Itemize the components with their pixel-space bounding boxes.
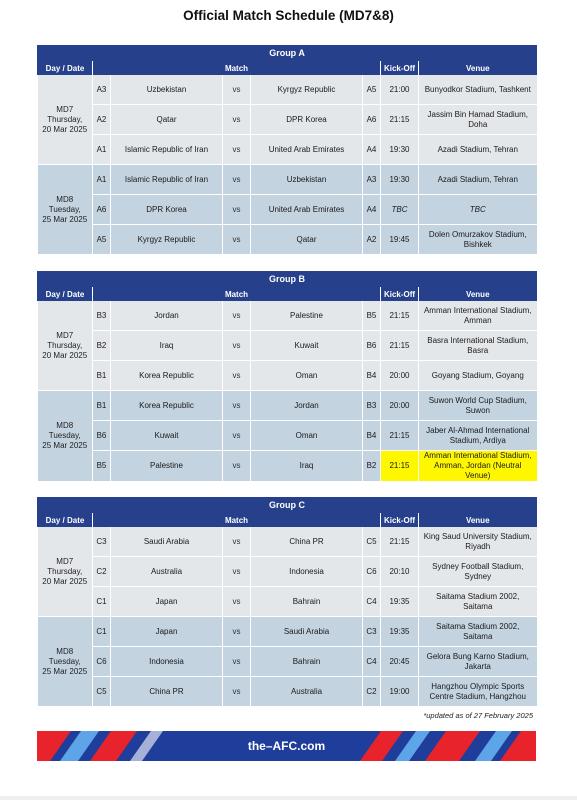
md7-date-line: Thursday, <box>47 566 83 576</box>
md7-date-line: MD7 <box>56 330 74 340</box>
away-team: Oman <box>251 421 363 451</box>
kickoff-header: Kick-Off <box>381 513 419 528</box>
vs-label: vs <box>223 75 251 105</box>
away-code: C5 <box>363 527 381 557</box>
match-row <box>38 677 537 707</box>
header-row <box>38 61 537 76</box>
md8-date-line: MD8 <box>56 421 74 430</box>
venue-name: TBC <box>419 195 537 225</box>
home-team: Indonesia <box>111 647 223 677</box>
kickoff-time: 20:00 <box>381 361 419 391</box>
vs-label: vs <box>223 587 251 617</box>
away-code: C4 <box>363 587 381 617</box>
venue-name: Amman International Stadium, Amman <box>419 301 537 331</box>
away-code: C2 <box>363 677 381 707</box>
group-title-row <box>38 498 537 513</box>
home-team: Kyrgyz Republic <box>111 225 223 255</box>
vs-label: vs <box>223 361 251 391</box>
footer-site-link[interactable]: the–AFC.com <box>247 739 326 753</box>
kickoff-time: 21:15 <box>381 421 419 451</box>
venue-name: King Saud University Stadium, Riyadh <box>419 527 537 557</box>
match-row <box>38 195 537 225</box>
md8-date-line: 25 Mar 2025 <box>42 214 88 224</box>
md7-date-line: MD7 <box>56 556 74 566</box>
home-code: C5 <box>93 677 111 707</box>
kickoff-time: 19:00 <box>381 677 419 707</box>
vs-label: vs <box>223 451 251 482</box>
venue-name: Saitama Stadium 2002, Saitama <box>419 617 537 647</box>
away-code: B3 <box>363 391 381 421</box>
home-code: C2 <box>93 557 111 587</box>
home-team: Korea Republic <box>111 361 223 391</box>
home-code: A1 <box>93 135 111 165</box>
match-row <box>38 331 537 361</box>
away-team: Australia <box>251 677 363 707</box>
kickoff-time: 21:15 <box>381 331 419 361</box>
home-code: C6 <box>93 647 111 677</box>
venue-name: Hangzhou Olympic Sports Centre Stadium, Hangzhou <box>419 677 537 707</box>
match-row <box>38 165 537 195</box>
venue-name: Goyang Stadium, Goyang <box>419 361 537 391</box>
venue-name: Jassim Bin Hamad Stadium, Doha <box>419 105 537 135</box>
footer-banner[interactable] <box>37 731 536 761</box>
md8-date-line: 25 Mar 2025 <box>42 666 88 676</box>
md7-day-cell <box>38 301 93 391</box>
home-team: Uzbekistan <box>111 75 223 105</box>
vs-label: vs <box>223 677 251 707</box>
md7-date-line: Thursday, <box>47 340 83 350</box>
day-date-header: Day / Date <box>38 513 93 528</box>
group-title: Group A <box>38 46 537 61</box>
home-team: Iraq <box>111 331 223 361</box>
venue-name: Suwon World Cup Stadium, Suwon <box>419 391 537 421</box>
schedule-table <box>37 497 537 707</box>
match-row <box>38 135 537 165</box>
home-team: Australia <box>111 557 223 587</box>
group-title-row <box>38 272 537 287</box>
venue-header: Venue <box>419 61 537 76</box>
away-code: A4 <box>363 195 381 225</box>
away-team: China PR <box>251 527 363 557</box>
group-c-table <box>37 497 536 707</box>
venue-name: Azadi Stadium, Tehran <box>419 165 537 195</box>
home-code: A6 <box>93 195 111 225</box>
vs-label: vs <box>223 135 251 165</box>
vs-label: vs <box>223 647 251 677</box>
home-team: Islamic Republic of Iran <box>111 135 223 165</box>
kickoff-header: Kick-Off <box>381 61 419 76</box>
away-code: C4 <box>363 647 381 677</box>
md8-date-line: 25 Mar 2025 <box>42 441 88 450</box>
bottom-bar <box>0 796 577 800</box>
home-team: Japan <box>111 617 223 647</box>
group-title: Group B <box>38 272 537 287</box>
kickoff-time: TBC <box>381 195 419 225</box>
md7-date-line: Thursday, <box>47 114 83 124</box>
home-team: Korea Republic <box>111 391 223 421</box>
vs-label: vs <box>223 331 251 361</box>
md7-date-line: 20 Mar 2025 <box>42 576 88 586</box>
kickoff-time: 19:35 <box>381 617 419 647</box>
vs-label: vs <box>223 225 251 255</box>
vs-label: vs <box>223 421 251 451</box>
home-team: Saudi Arabia <box>111 527 223 557</box>
kickoff-time: 21:15 <box>381 105 419 135</box>
match-row <box>38 225 537 255</box>
home-code: B5 <box>93 451 111 482</box>
home-team: Jordan <box>111 301 223 331</box>
match-row <box>38 617 537 647</box>
venue-name: Sydney Football Stadium, Sydney <box>419 557 537 587</box>
away-code: B6 <box>363 331 381 361</box>
away-code: B4 <box>363 361 381 391</box>
venue-name: Saitama Stadium 2002, Saitama <box>419 587 537 617</box>
match-row <box>38 587 537 617</box>
md8-date-line: MD8 <box>56 194 74 204</box>
kickoff-header: Kick-Off <box>381 287 419 302</box>
home-code: B3 <box>93 301 111 331</box>
md7-date-line: 20 Mar 2025 <box>42 350 88 360</box>
away-team: Indonesia <box>251 557 363 587</box>
home-team: DPR Korea <box>111 195 223 225</box>
away-code: A6 <box>363 105 381 135</box>
match-row <box>38 557 537 587</box>
venue-name: Gelora Bung Karno Stadium, Jakarta <box>419 647 537 677</box>
away-code: A3 <box>363 165 381 195</box>
home-team: China PR <box>111 677 223 707</box>
kickoff-time: 20:10 <box>381 557 419 587</box>
match-row <box>38 105 537 135</box>
header-row <box>38 287 537 302</box>
vs-label: vs <box>223 391 251 421</box>
vs-label: vs <box>223 301 251 331</box>
home-code: A1 <box>93 165 111 195</box>
match-header: Match <box>93 61 381 76</box>
md7-day-cell <box>38 75 93 165</box>
away-team: Saudi Arabia <box>251 617 363 647</box>
home-code: C1 <box>93 587 111 617</box>
venue-name: Bunyodkor Stadium, Tashkent <box>419 75 537 105</box>
venue-name: Dolen Omurzakov Stadium, Bishkek <box>419 225 537 255</box>
kickoff-time: 20:00 <box>381 391 419 421</box>
home-code: C1 <box>93 617 111 647</box>
away-team: Bahrain <box>251 647 363 677</box>
home-code: B2 <box>93 331 111 361</box>
match-row <box>38 527 537 557</box>
venue-header: Venue <box>419 513 537 528</box>
away-team: Kuwait <box>251 331 363 361</box>
away-code: B4 <box>363 421 381 451</box>
venue-name: Basra International Stadium, Basra <box>419 331 537 361</box>
match-header: Match <box>93 287 381 302</box>
away-team: Bahrain <box>251 587 363 617</box>
away-team: United Arab Emirates <box>251 135 363 165</box>
vs-label: vs <box>223 527 251 557</box>
header-row <box>38 513 537 528</box>
home-code: A2 <box>93 105 111 135</box>
match-row <box>38 647 537 677</box>
md8-date-line: Tuesday, <box>48 431 81 440</box>
away-code: B2 <box>363 451 381 482</box>
md7-date-line: MD7 <box>56 104 74 114</box>
away-code: B5 <box>363 301 381 331</box>
vs-label: vs <box>223 617 251 647</box>
away-team: Iraq <box>251 451 363 482</box>
day-date-header: Day / Date <box>38 287 93 302</box>
match-row <box>38 451 537 482</box>
md8-day-cell <box>38 165 93 255</box>
venue-name: Amman International Stadium, Amman, Jordan (Neutral Venue) <box>419 451 537 482</box>
away-team: DPR Korea <box>251 105 363 135</box>
away-code: A4 <box>363 135 381 165</box>
home-team: Kuwait <box>111 421 223 451</box>
md8-day-cell <box>38 391 93 482</box>
match-header: Match <box>93 513 381 528</box>
md8-date-line: Tuesday, <box>48 656 81 666</box>
away-team: Oman <box>251 361 363 391</box>
kickoff-time: 19:35 <box>381 587 419 617</box>
kickoff-time: 19:30 <box>381 135 419 165</box>
group-title: Group C <box>38 498 537 513</box>
update-note: *updated as of 27 February 2025 <box>423 711 533 720</box>
kickoff-time: 21:15 <box>381 451 419 482</box>
match-row <box>38 421 537 451</box>
vs-label: vs <box>223 105 251 135</box>
day-date-header: Day / Date <box>38 61 93 76</box>
away-code: A2 <box>363 225 381 255</box>
md7-date-line: 20 Mar 2025 <box>42 124 88 134</box>
page-title: Official Match Schedule (MD7&8) <box>183 8 394 23</box>
away-team: Palestine <box>251 301 363 331</box>
group-a-table <box>37 45 536 255</box>
group-b-table <box>37 271 536 482</box>
match-row <box>38 301 537 331</box>
home-code: B1 <box>93 391 111 421</box>
away-team: United Arab Emirates <box>251 195 363 225</box>
md7-day-cell <box>38 527 93 617</box>
vs-label: vs <box>223 557 251 587</box>
away-code: C3 <box>363 617 381 647</box>
group-title-row <box>38 46 537 61</box>
home-team: Japan <box>111 587 223 617</box>
home-code: B1 <box>93 361 111 391</box>
match-row <box>38 75 537 105</box>
kickoff-time: 19:45 <box>381 225 419 255</box>
venue-name: Azadi Stadium, Tehran <box>419 135 537 165</box>
kickoff-time: 20:45 <box>381 647 419 677</box>
kickoff-time: 21:00 <box>381 75 419 105</box>
away-code: A5 <box>363 75 381 105</box>
away-code: C6 <box>363 557 381 587</box>
schedule-table <box>37 271 537 482</box>
vs-label: vs <box>223 195 251 225</box>
md8-date-line: MD8 <box>56 646 74 656</box>
schedule-table <box>37 45 537 255</box>
away-team: Jordan <box>251 391 363 421</box>
away-team: Uzbekistan <box>251 165 363 195</box>
venue-name: Jaber Al-Ahmad International Stadium, Ardiya <box>419 421 537 451</box>
home-team: Qatar <box>111 105 223 135</box>
match-row <box>38 391 537 421</box>
kickoff-time: 19:30 <box>381 165 419 195</box>
home-code: A3 <box>93 75 111 105</box>
venue-header: Venue <box>419 287 537 302</box>
home-code: B6 <box>93 421 111 451</box>
md8-date-line: Tuesday, <box>48 204 81 214</box>
kickoff-time: 21:15 <box>381 527 419 557</box>
match-row <box>38 361 537 391</box>
vs-label: vs <box>223 165 251 195</box>
home-team: Islamic Republic of Iran <box>111 165 223 195</box>
md8-day-cell <box>38 617 93 707</box>
home-team: Palestine <box>111 451 223 482</box>
kickoff-time: 21:15 <box>381 301 419 331</box>
home-code: C3 <box>93 527 111 557</box>
away-team: Kyrgyz Republic <box>251 75 363 105</box>
away-team: Qatar <box>251 225 363 255</box>
home-code: A5 <box>93 225 111 255</box>
